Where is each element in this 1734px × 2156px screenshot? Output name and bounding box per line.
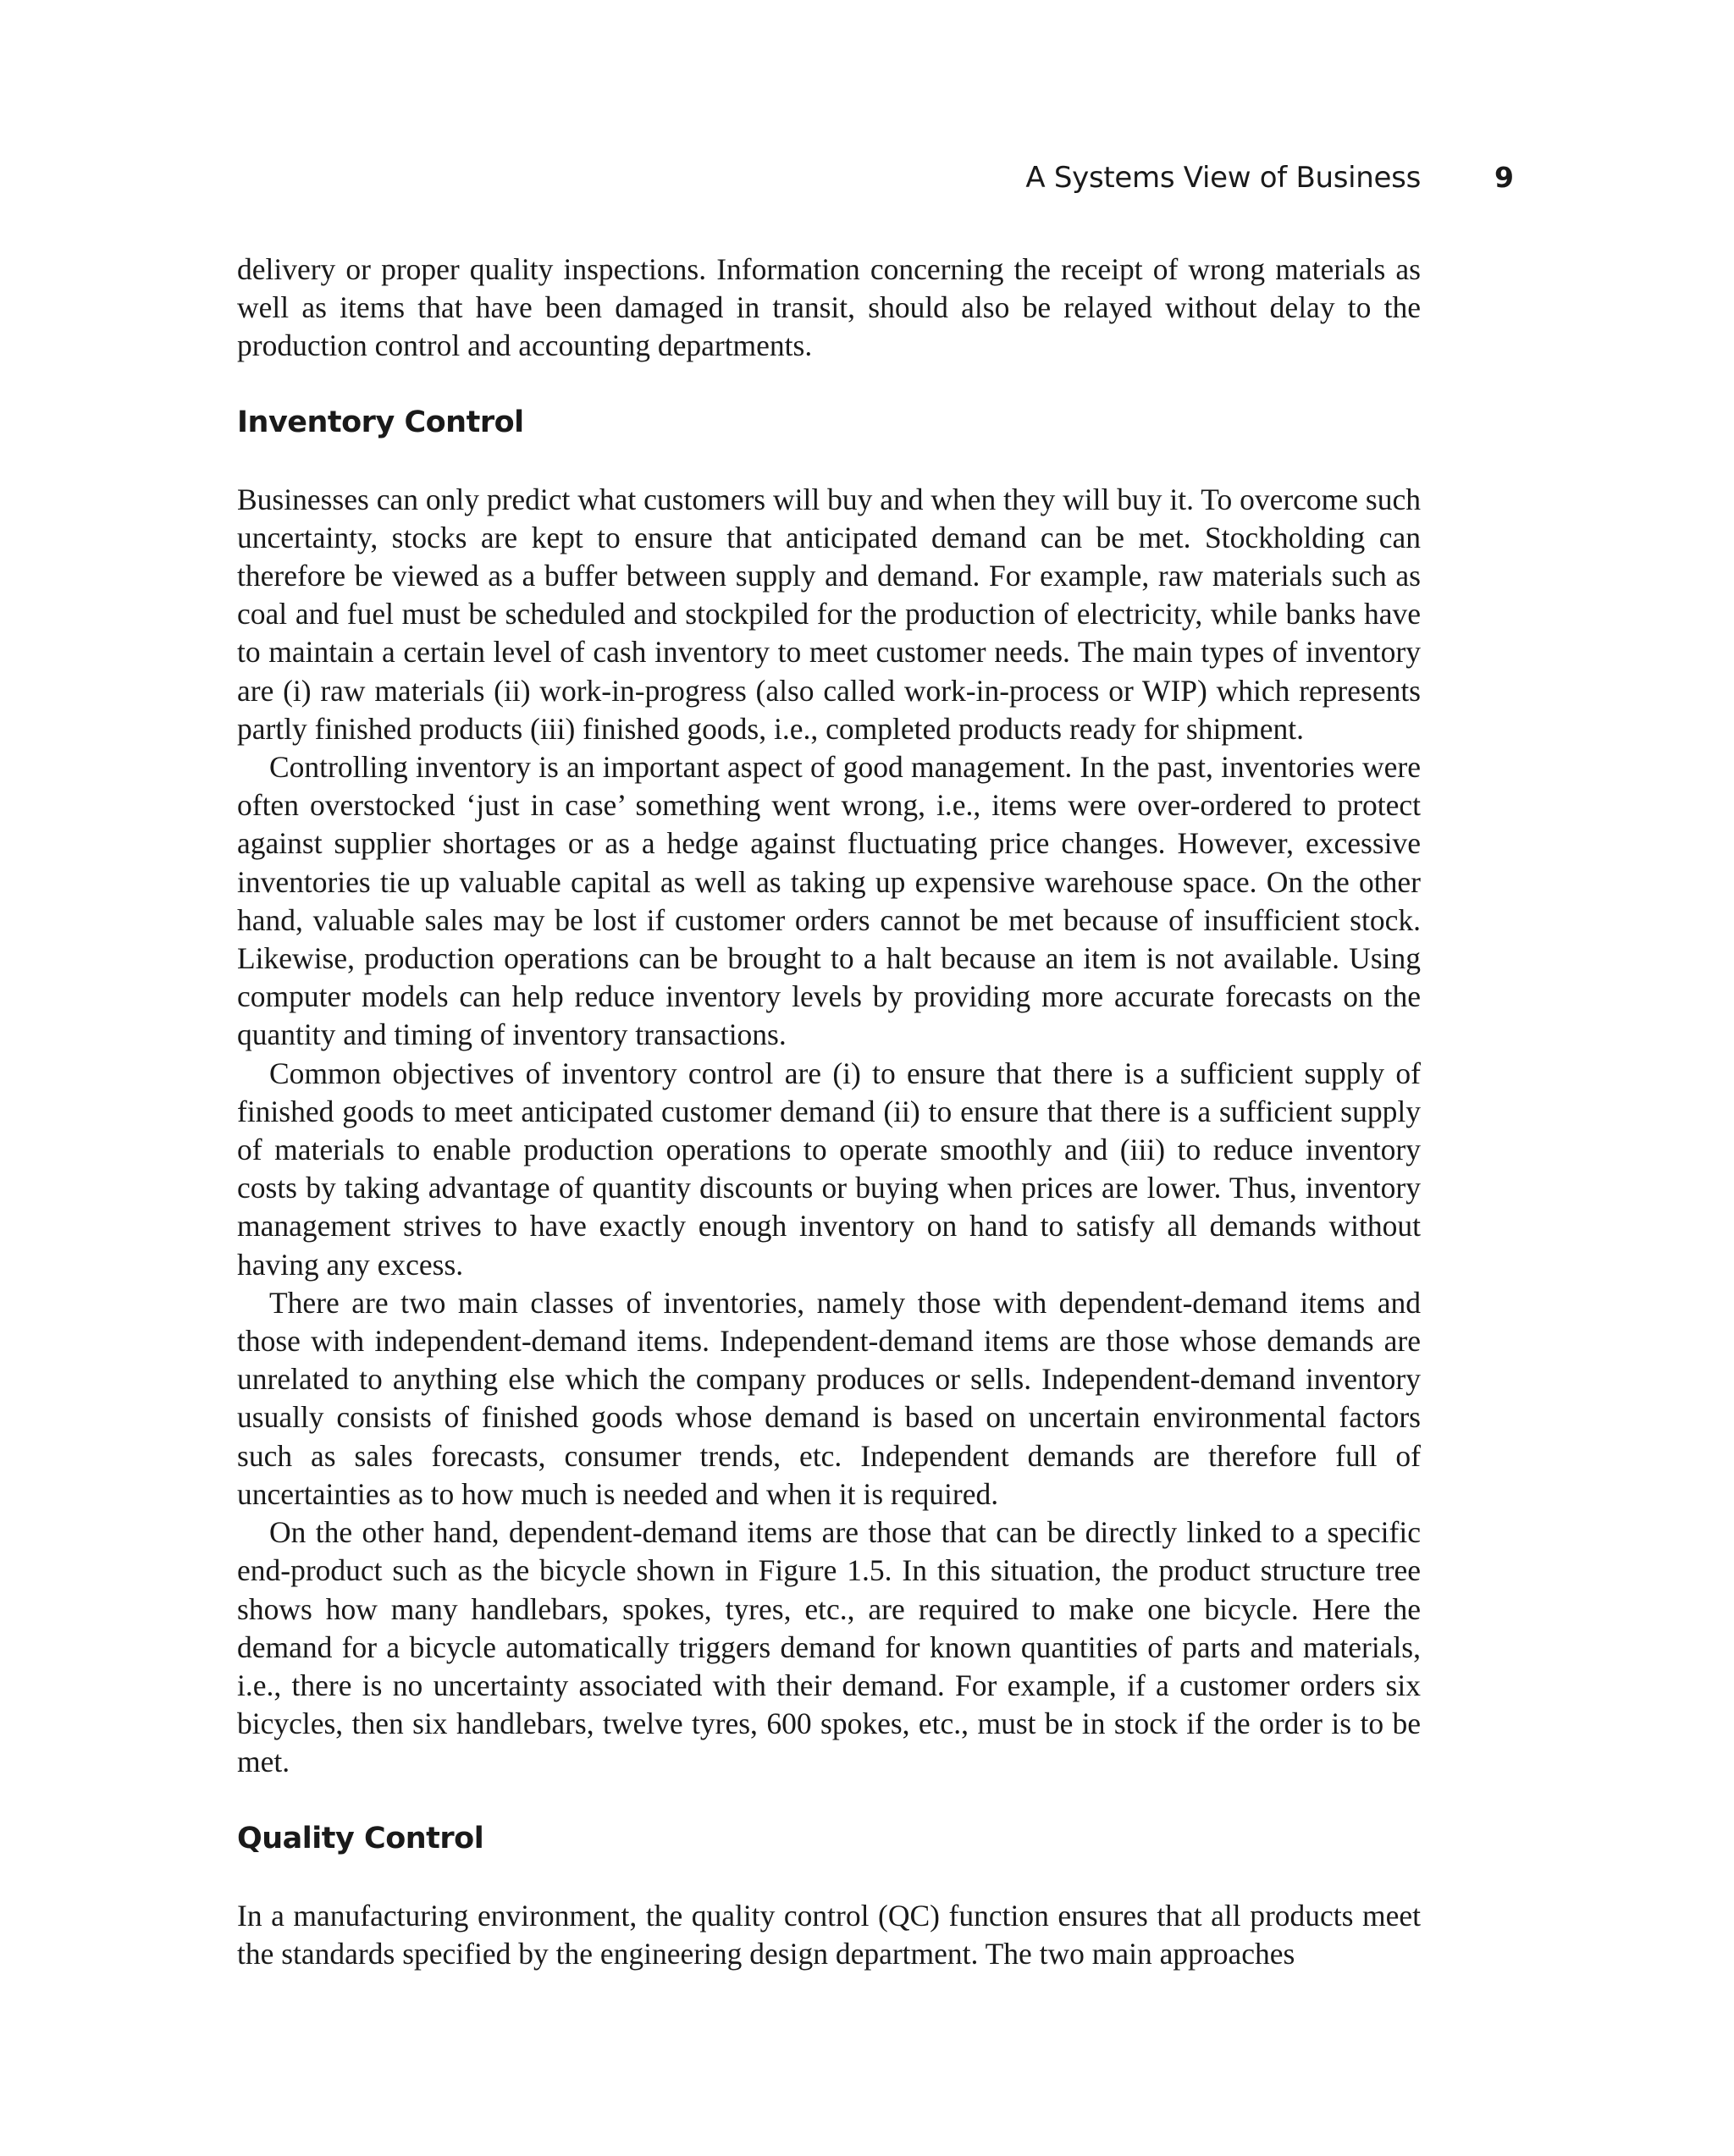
inventory-paragraph-2: Controlling inventory is an important aspect of good management. In the past, inventories were often overstocked ‘just in case’ something went wrong, i.e., items were over-ordered to protect against supplier shortages or as a hedge against fluctuating price changes. However, excessive inventories tie up valuable capital as well as taking up expensive warehouse space. On the other hand, valuable sales may be lost if customer orders cannot be met because of insufficient stock. Likewise, production operations can be brought to a halt because an item is not available. Using computer models can help reduce inventory levels by providing more accurate forecasts on the quantity and timing of inventory transactions.: [237, 750, 1421, 1052]
inventory-paragraph-5: On the other hand, dependent-demand items are those that can be directly linked to a specific end-product such as the bicycle shown in Figure 1.5. In this situation, the product structure tree shows how many handlebars, spokes, tyres, etc., are required to make one bicycle. Here the demand for a bicycle automatically triggers demand for known quantities of parts and materials, i.e., there is no uncertainty associated with their demand. For example, if a customer orders six bicycles, then six handlebars, twelve tyres, 600 spokes, etc., must be in stock if the order is to be met.: [237, 1515, 1421, 1779]
section-heading-inventory-control: Inventory Control: [237, 405, 524, 439]
intro-paragraph: delivery or proper quality inspections. Information concerning the receipt of wrong materials as well as items that have been damaged in transit, should also be relayed without delay to the production control and accounting departments.: [237, 252, 1421, 363]
page-body: [237, 251, 1421, 1973]
section-heading-quality-control: Quality Control: [237, 1821, 484, 1855]
page-number: 9: [1494, 161, 1514, 194]
quality-paragraph-1: In a manufacturing environment, the quality control (QC) function ensures that all products meet the standards specified by the engineering design department. The two main approaches: [237, 1898, 1421, 1971]
running-title: A Systems View of Business: [1025, 161, 1421, 195]
inventory-paragraph-1: Businesses can only predict what customers will buy and when they will buy it. To overcome such uncertainty, stocks are kept to ensure that anticipated demand can be met. Stockholding can therefore be viewed as a buffer between supply and demand. For example, raw materials such as coal and fuel must be scheduled and stockpiled for the production of electricity, while banks have to maintain a certain level of cash inventory to meet customer needs. The main types of inventory are (i) raw materials (ii) work-in-progress (also called work-in-process or WIP) which represents partly finished products (iii) finished goods, i.e., completed products ready for shipment.: [237, 482, 1421, 746]
running-header: [0, 159, 1734, 196]
inventory-paragraph-4: There are two main classes of inventories, namely those with dependent-demand items and those with independent-demand items. Independent-demand items are those whose demands are unrelated to anything else which the company produces or sells. Independent-demand inventory usually consists of finished goods whose demand is based on uncertain environmental factors such as sales forecasts, consumer trends, etc. Independent demands are therefore full of uncertainties as to how much is needed and when it is required.: [237, 1285, 1421, 1511]
inventory-paragraph-3: Common objectives of inventory control are (i) to ensure that there is a sufficient supply of finished goods to meet anticipated customer demand (ii) to ensure that there is a sufficient supply of materials to enable production operations to operate smoothly and (iii) to reduce inventory costs by taking advantage of quantity discounts or buying when prices are lower. Thus, inventory management strives to have exactly enough inventory on hand to satisfy all demands without having any excess.: [237, 1056, 1421, 1282]
